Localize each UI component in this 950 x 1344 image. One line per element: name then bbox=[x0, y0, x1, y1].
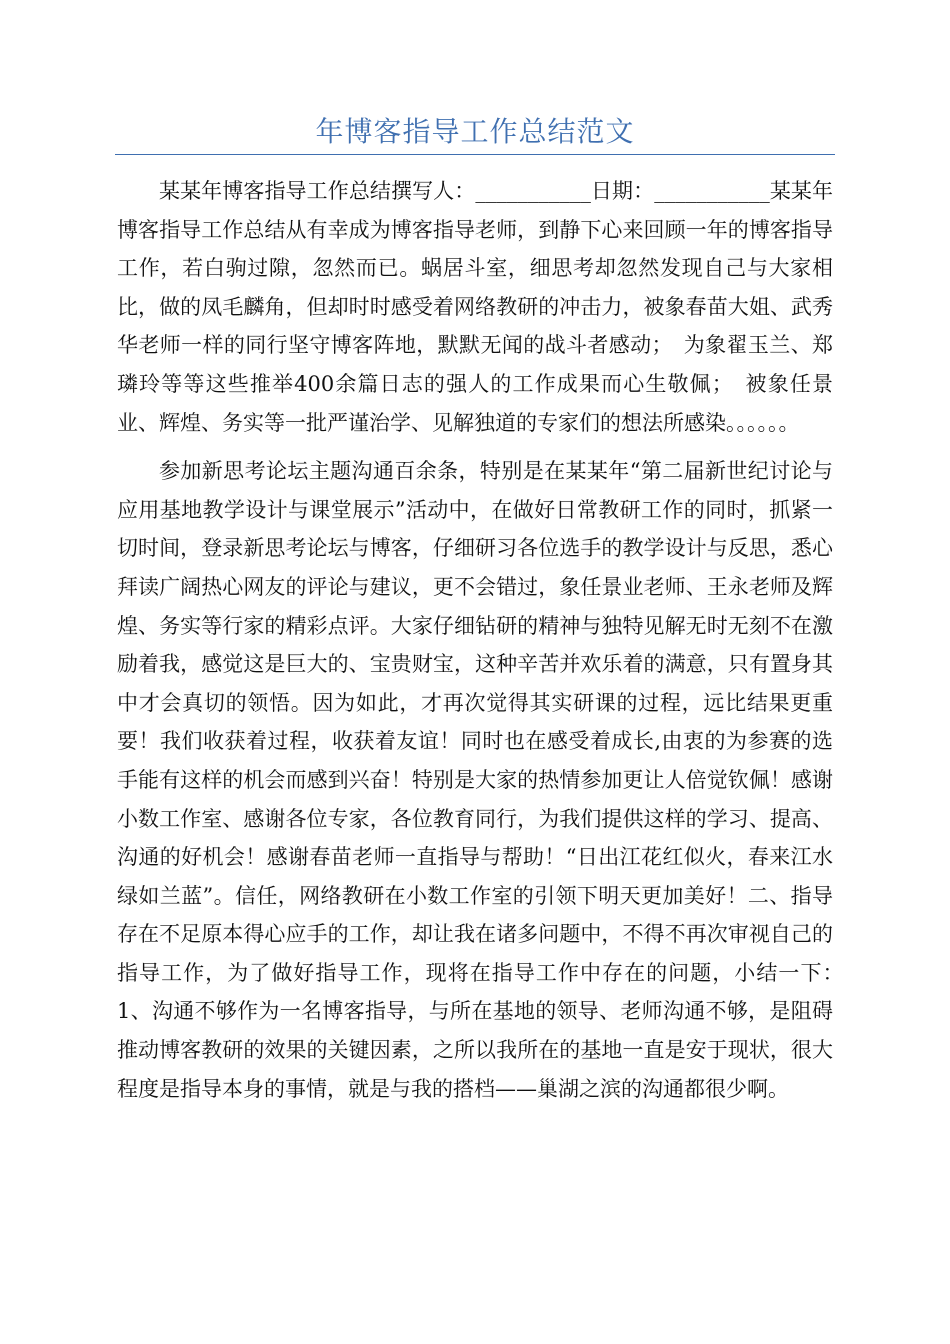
document-title: 年博客指导工作总结范文 bbox=[315, 115, 635, 148]
paragraph-2: 参加新思考论坛主题沟通百余条，特别是在某某年“第二届新世纪讨论与应用基地教学设计与课堂展示”活动中，在做好日常教研工作的同时，抓紧一切时间，登录新思考论坛与博客，仔细研习各位选手的教学设计与反思，悉心拜读广阔热心网友的评论与建议，更不会错过，象任景业老师、王永老师及辉煌、务实等行家的精彩点评。大家仔细钻研的精神与独特见解无时无刻不在激励着我，感觉这是巨大的、宝贵财宝，这种辛苦并欢乐着的满意，只有置身其中才会真切的领悟。因为如此，才再次觉得其实研课的过程，远比结果更重要！我们收获着过程，收获着友谊！同时也在感受着成长,由衷的为参赛的选手能有这样的机会而感到兴奋！特别是大家的热情参加更让人倍觉钦佩！感谢小数工作室、感谢各位专家，各位教育同行，为我们提供这样的学习、提高、沟通的好机会！感谢春苗老师一直指导与帮助！“日出江花红似火，春来江水绿如兰蓝”。信任，网络教研在小数工作室的引领下明天更加美好！二、指导存在不足原本得心应手的工作，却让我在诸多问题中，不得不再次审视自己的指导工作，为了做好指导工作，现将在指导工作中存在的问题，小结一下： 1、沟通不够作为一名博客指导，与所在基地的领导、老师沟通不够，是阻碍推动博客教研的效果的关键因素，之所以我所在的基地一直是安于现状，很大程度是指导本身的事情，就是与我的搭档——巢湖之滨的沟通都很少啊。 bbox=[117, 459, 854, 1101]
title-underline bbox=[115, 154, 835, 155]
document-body bbox=[117, 172, 854, 1108]
paragraph-1: 某某年博客指导工作总结撰写人：___________日期：___________某某年博客指导工作总结从有幸成为博客指导老师，到静下心来回顾一年的博客指导工作，若白驹过隙，忽然而已。蜗居斗室，细思考却忽然发现自己与大家相比，做的凤毛麟角，但却时时感受着网络教研的冲击力，被象春苗大姐、武秀华老师一样的同行坚守博客阵地，默默无闻的战斗者感动； 为象翟玉兰、郑璘玲等等这些推举400余篇日志的强人的工作成果而心生敬佩； 被象任景业、辉煌、务实等一批严谨治学、见解独道的专家们的想法所感染。。。。。。 bbox=[117, 179, 833, 435]
